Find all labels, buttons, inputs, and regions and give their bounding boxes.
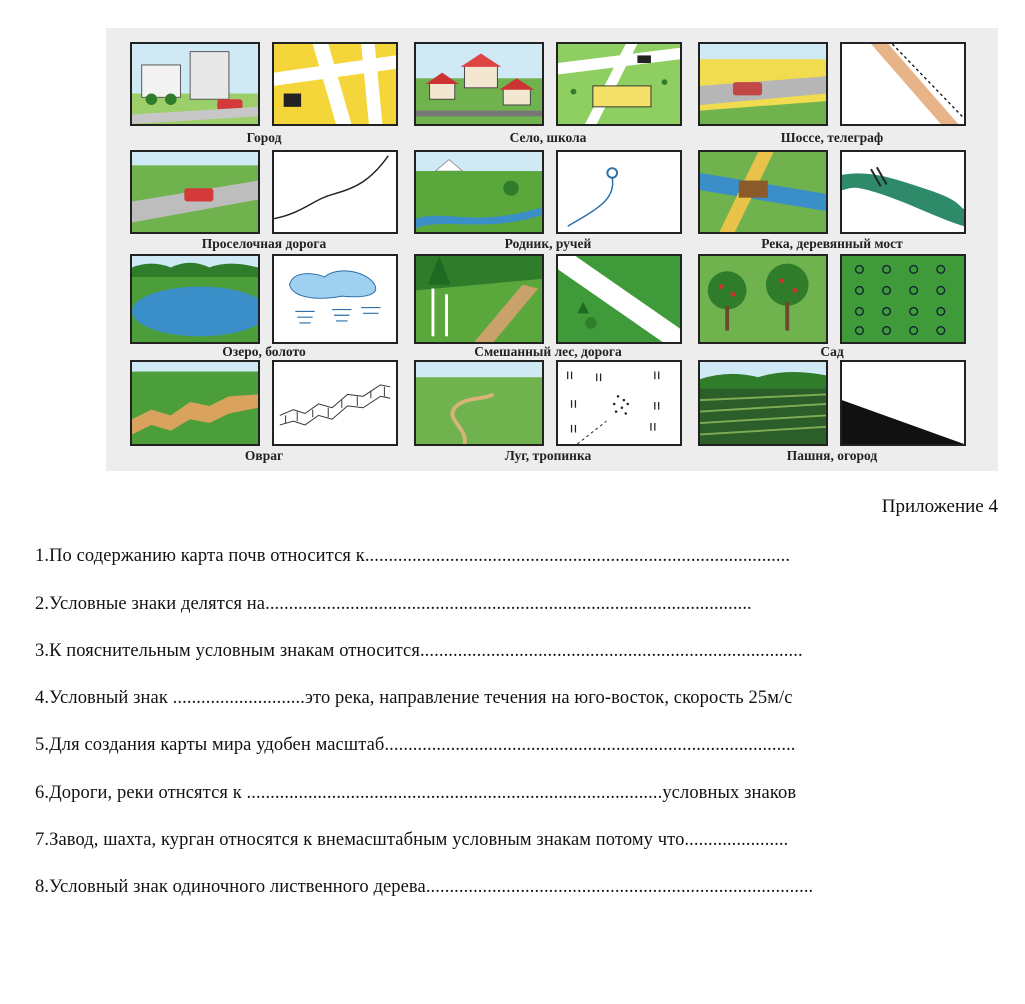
question-5: 5.Для создания карты мира удобен масштаб.......................................................................................: [35, 735, 796, 755]
caption-arable-vegetable: Пашня, огород: [786, 448, 878, 463]
city-picture: [130, 42, 260, 126]
spring-stream-symbol: [556, 150, 682, 234]
question-1: 1.По содержанию карта почв относится к..........................................................................................: [35, 546, 791, 566]
ravine-picture: [130, 360, 260, 446]
caption-city: Город: [246, 130, 282, 145]
highway-telegraph-symbol: [840, 42, 966, 126]
dirt-road-picture: [130, 150, 260, 234]
caption-garden: Сад: [820, 344, 844, 359]
caption-meadow-path: Луг, тропинка: [504, 448, 592, 463]
map-symbols-legend: [106, 28, 998, 471]
arable-land-picture: [698, 360, 828, 446]
lake-swamp-symbol: [272, 254, 398, 344]
garden-picture: [698, 254, 828, 344]
village-school-symbol: [556, 42, 682, 126]
caption-lake-swamp: Озеро, болото: [222, 344, 306, 359]
caption-spring-stream: Родник, ручей: [504, 236, 592, 251]
mixed-forest-road-symbol: [556, 254, 682, 344]
meadow-path-picture: [414, 360, 544, 446]
meadow-path-symbol: [556, 360, 682, 446]
village-school-picture: [414, 42, 544, 126]
question-6: 6.Дороги, реки отнсятся к ........................................................................................условных знаков: [35, 783, 797, 803]
ravine-symbol: [272, 360, 398, 446]
appendix-title: Приложение 4: [881, 496, 998, 517]
caption-ravine: Овраг: [244, 448, 284, 463]
question-8: 8.Условный знак одиночного лиственного дерева..................................................................................: [35, 877, 814, 897]
caption-village-school: Село, школа: [509, 130, 587, 145]
caption-highway-telegraph: Шоссе, телеграф: [780, 130, 884, 145]
lake-swamp-picture: [130, 254, 260, 344]
question-7: 7.Завод, шахта, курган относятся к внемасштабным условным знакам потому что......................: [35, 830, 789, 850]
river-bridge-symbol: [840, 150, 966, 234]
caption-dirt-road: Проселочная дорога: [201, 236, 327, 251]
mixed-forest-road-picture: [414, 254, 544, 344]
question-4: 4.Условный знак ............................это река, направление течения на юго-восток, скорость 25м/с: [35, 688, 793, 708]
spring-stream-picture: [414, 150, 544, 234]
dirt-road-symbol: [272, 150, 398, 234]
highway-telegraph-picture: [698, 42, 828, 126]
vegetable-garden-symbol: [840, 360, 966, 446]
question-2: 2.Условные знаки делятся на.......................................................................................................: [35, 594, 752, 614]
caption-river-bridge: Река, деревянный мост: [761, 236, 903, 251]
caption-mixed-forest-road: Смешанный лес, дорога: [474, 344, 622, 359]
river-bridge-picture: [698, 150, 828, 234]
garden-symbol: [840, 254, 966, 344]
question-3: 3.К пояснительным условным знакам относится.................................................................................: [35, 641, 803, 661]
city-symbol: [272, 42, 398, 126]
